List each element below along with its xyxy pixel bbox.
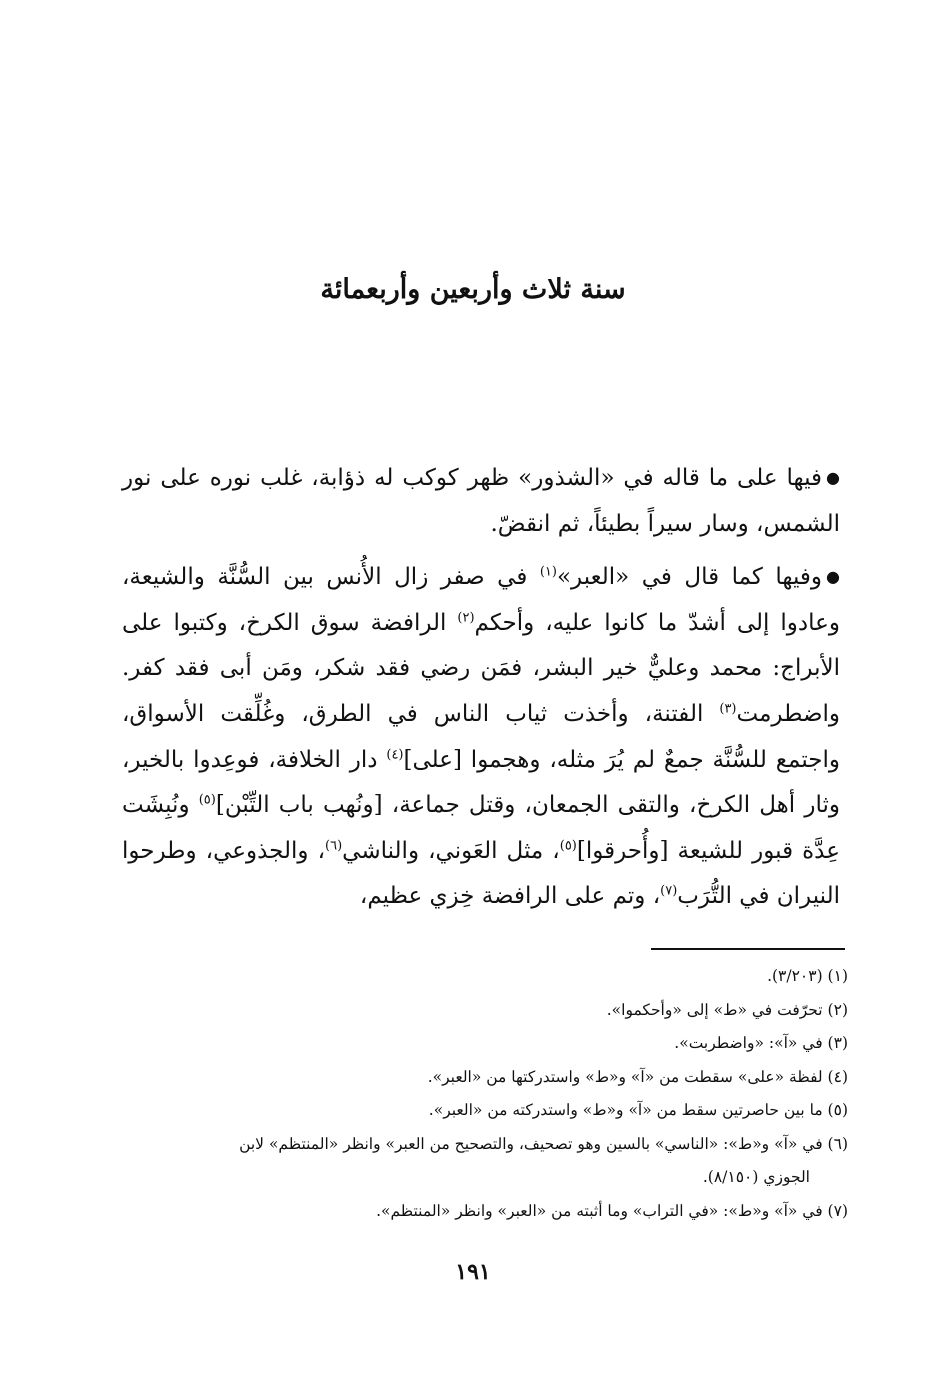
footnote-divider: [651, 948, 845, 950]
paragraph-2-text: الرافضة سوق الكرخ، وكتبوا على الأبراج: محمد وعليٌّ خير البشر، فمَن رضي فقد شكر، ومَن أبى فقد كفر. واضطرمت: [122, 609, 840, 727]
footnote-3: (٣) في «آ»: «واضطربت».: [674, 1034, 848, 1052]
paragraph-2-text: ، وتم على الرافضة خِزي عظيم،: [359, 883, 661, 910]
chapter-title: سنة ثلاث وأربعين وأربعمائة: [320, 274, 626, 305]
paragraph-2-text: وفيها كما قال في «العبر»: [556, 564, 823, 591]
footnote-7: (٧) في «آ» و«ط»: «في التراب» وما أثبته من «العبر» وانظر «المنتظم».: [376, 1201, 848, 1220]
footnote-1: (١) (٣/٢٠٣).: [767, 967, 848, 985]
footnote-ref-5: (٥): [198, 792, 216, 808]
footnote-4: (٤) لفظة «على» سقطت من «آ» و«ط» واستدركتها من «العبر».: [427, 1067, 848, 1086]
paragraph-1: [122, 455, 840, 547]
footnote-ref-3: (٣): [719, 701, 737, 717]
paragraph-1-text: فيها على ما قاله في «الشذور» ظهر كوكب له ذؤابة، غلب نوره على نور الشمس، وسار سيراً بطيئاً، ثم انقضّ.: [122, 465, 840, 537]
paragraph-2-text: ، مثل العَوني، والناشي: [342, 837, 560, 864]
paragraph-2-text: الفتنة، وأخذت ثياب الناس في الطرق، وغُلِّقت الأسواق، واجتمع للسُّنَّة جمعٌ لم يُرَ مثله، وهجموا [على]: [122, 700, 840, 773]
footnotes: [118, 960, 848, 1228]
footnote-ref-7: (٧): [660, 883, 678, 899]
footnote-5: (٥) ما بين حاصرتين سقط من «آ» و«ط» واستدركته من «العبر».: [428, 1101, 848, 1119]
bullet-icon: ●: [826, 468, 840, 487]
footnote-6-line-1: (٦) في «آ» و«ط»: «الناسي» بالسين وهو تصحيف، والتصحيح من العبر» وانظر «المنتظم» لابن: [239, 1134, 848, 1153]
footnote-ref-6: (٦): [325, 838, 343, 854]
footnote-ref-4: (٤): [386, 746, 404, 762]
paragraph-2-text: ونُبِشَت عِدَّة قبور للشيعة [وأُحرقوا]: [122, 792, 840, 864]
footnote-6-line-2: الجوزي (٨/١٥٠).: [702, 1168, 810, 1186]
footnote-ref-2: (٢): [457, 610, 475, 626]
paragraph-2-text: ، والجذوعي، وطرحوا النيران في التُّرَب: [122, 837, 840, 910]
footnote-ref-1: (١): [539, 564, 557, 580]
footnote-2: (٢) تحرّفت في «ط» إلى «وأحكموا».: [606, 1000, 848, 1019]
footnote-ref-5b: (٥): [559, 838, 577, 854]
paragraph-2: [122, 554, 840, 920]
bullet-icon: ●: [826, 567, 840, 587]
page-number: ١٩١: [455, 1259, 491, 1285]
main-text: [122, 455, 840, 927]
paragraph-2-text: في صفر زال الأُنس بين السُّنَّة والشيعة، وعادوا إلى أشدّ ما كانوا عليه، وأحكم: [122, 564, 840, 636]
footnote-6: [118, 1128, 848, 1195]
paragraph-2-text: دار الخلافة، فوعِدوا بالخير، وثار أهل الكرخ، والتقى الجمعان، وقتل جماعة، [ونُهب باب التِّبْن]: [122, 746, 840, 819]
